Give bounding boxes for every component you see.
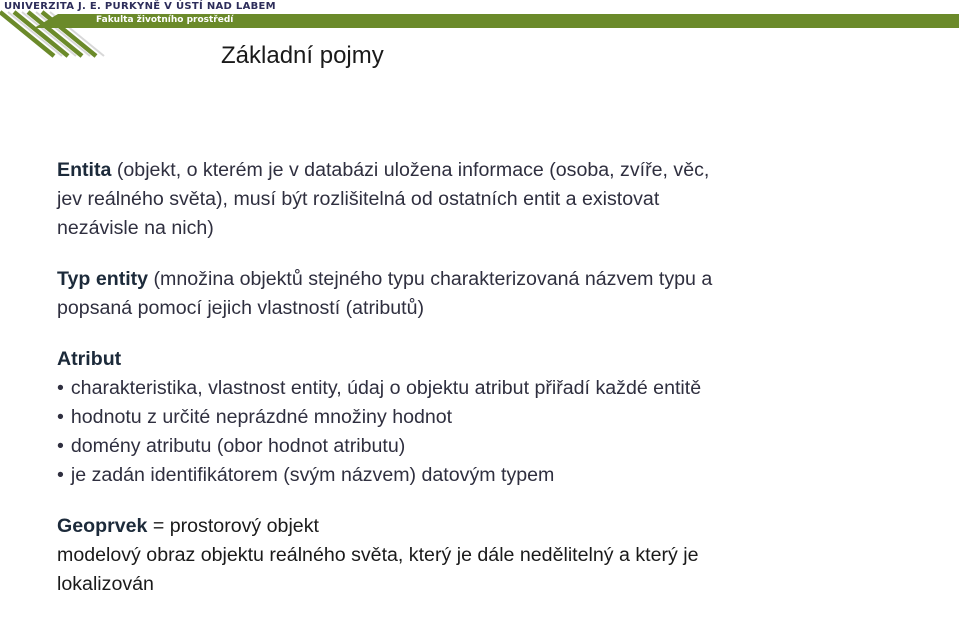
geoprvek-term: Geoprvek (57, 515, 148, 537)
typ-entity-paragraph (57, 265, 937, 323)
typ-entity-term: Typ entity (57, 268, 149, 290)
geoprvek-paragraph (57, 512, 937, 599)
faculty-band (58, 14, 959, 28)
atribut-paragraph (57, 345, 937, 490)
faculty-name: Fakulta životního prostředí (96, 15, 234, 25)
atribut-bullet: • charakteristika, vlastnost entity, údaj o objektu atribut přiřadí každé entitě (57, 374, 937, 403)
geoprvek-desc-line-2: modelový obraz objektu reálného světa, který je dále nedělitelný a který je (57, 544, 699, 566)
entita-term: Entita (57, 159, 112, 181)
entita-desc-line-2: jev reálného světa), musí být rozlišitelná od ostatních entit a existovat (57, 188, 660, 210)
entita-desc-line-3: nezávisle na nich) (57, 217, 214, 239)
university-name: UNIVERZITA J. E. PURKYNĚ V ÚSTÍ NAD LABEM (4, 1, 276, 12)
atribut-bullet-list (57, 374, 937, 490)
header-banner (0, 0, 959, 60)
entita-paragraph (57, 156, 937, 243)
atribut-bullet: • hodnotu z určité neprázdné množiny hodnot (57, 403, 937, 432)
atribut-term: Atribut (57, 348, 122, 370)
geoprvek-definition: = prostorový objekt (147, 515, 319, 537)
slide-content (57, 156, 937, 621)
atribut-bullet: • je zadán identifikátorem (svým názvem) datovým typem (57, 461, 937, 490)
geoprvek-desc-line-3: lokalizován (57, 573, 154, 595)
atribut-bullet: • domény atributu (obor hodnot atributu) (57, 432, 937, 461)
entita-desc-line-1: (objekt, o kterém je v databázi uložena informace (osoba, zvíře, věc, (111, 159, 710, 181)
page-title: Základní pojmy (221, 42, 384, 69)
typ-entity-desc-line-1: (množina objektů stejného typu charakterizovaná názvem typu a (148, 268, 713, 290)
typ-entity-desc-line-2: popsaná pomocí jejich vlastností (atributů) (57, 297, 425, 319)
